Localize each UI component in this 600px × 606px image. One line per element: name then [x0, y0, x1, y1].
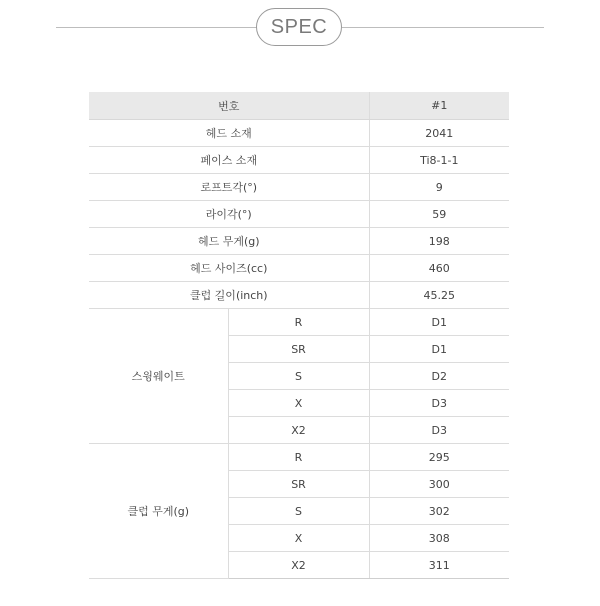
table-header-row: [89, 92, 509, 120]
flex-label: X2: [228, 552, 369, 579]
swingweight-value: D1: [369, 336, 509, 363]
swingweight-value: D3: [369, 390, 509, 417]
spec-value: 59: [369, 201, 509, 228]
club-weight-value: 311: [369, 552, 509, 579]
spec-label: 헤드 사이즈(cc): [89, 255, 369, 282]
table-row: [89, 174, 509, 201]
spec-value: Ti8-1-1: [369, 147, 509, 174]
spec-label: 헤드 소재: [89, 120, 369, 147]
spec-value: 460: [369, 255, 509, 282]
table-row: [89, 147, 509, 174]
flex-label: R: [228, 309, 369, 336]
club-weight-value: 300: [369, 471, 509, 498]
spec-table: [89, 92, 509, 579]
flex-label: S: [228, 363, 369, 390]
table-row: [89, 444, 509, 471]
spec-title-badge: SPEC: [256, 8, 342, 46]
spec-label: 클럽 길이(inch): [89, 282, 369, 309]
swingweight-value: D2: [369, 363, 509, 390]
spec-value: 2041: [369, 120, 509, 147]
header-divider-right: [342, 27, 544, 28]
table-row: [89, 228, 509, 255]
header-divider-left: [56, 27, 260, 28]
spec-label: 로프트각(°): [89, 174, 369, 201]
table-row: [89, 120, 509, 147]
flex-label: S: [228, 498, 369, 525]
spec-value: 198: [369, 228, 509, 255]
flex-label: SR: [228, 471, 369, 498]
club-weight-value: 302: [369, 498, 509, 525]
flex-label: X2: [228, 417, 369, 444]
flex-label: R: [228, 444, 369, 471]
header-value-cell: #1: [369, 92, 509, 120]
club-weight-value: 308: [369, 525, 509, 552]
swingweight-group-label: 스윙웨이트: [89, 309, 228, 444]
spec-label: 헤드 무게(g): [89, 228, 369, 255]
spec-value: 9: [369, 174, 509, 201]
spec-value: 45.25: [369, 282, 509, 309]
table-row: [89, 282, 509, 309]
section-header: [0, 0, 600, 60]
swingweight-value: D1: [369, 309, 509, 336]
flex-label: X: [228, 390, 369, 417]
flex-label: X: [228, 525, 369, 552]
header-label-cell: 번호: [89, 92, 369, 120]
flex-label: SR: [228, 336, 369, 363]
table-row: [89, 201, 509, 228]
table-row: [89, 255, 509, 282]
club-weight-value: 295: [369, 444, 509, 471]
club-weight-group-label: 클럽 무게(g): [89, 444, 228, 579]
swingweight-value: D3: [369, 417, 509, 444]
spec-label: 라이각(°): [89, 201, 369, 228]
table-row: [89, 309, 509, 336]
spec-label: 페이스 소재: [89, 147, 369, 174]
